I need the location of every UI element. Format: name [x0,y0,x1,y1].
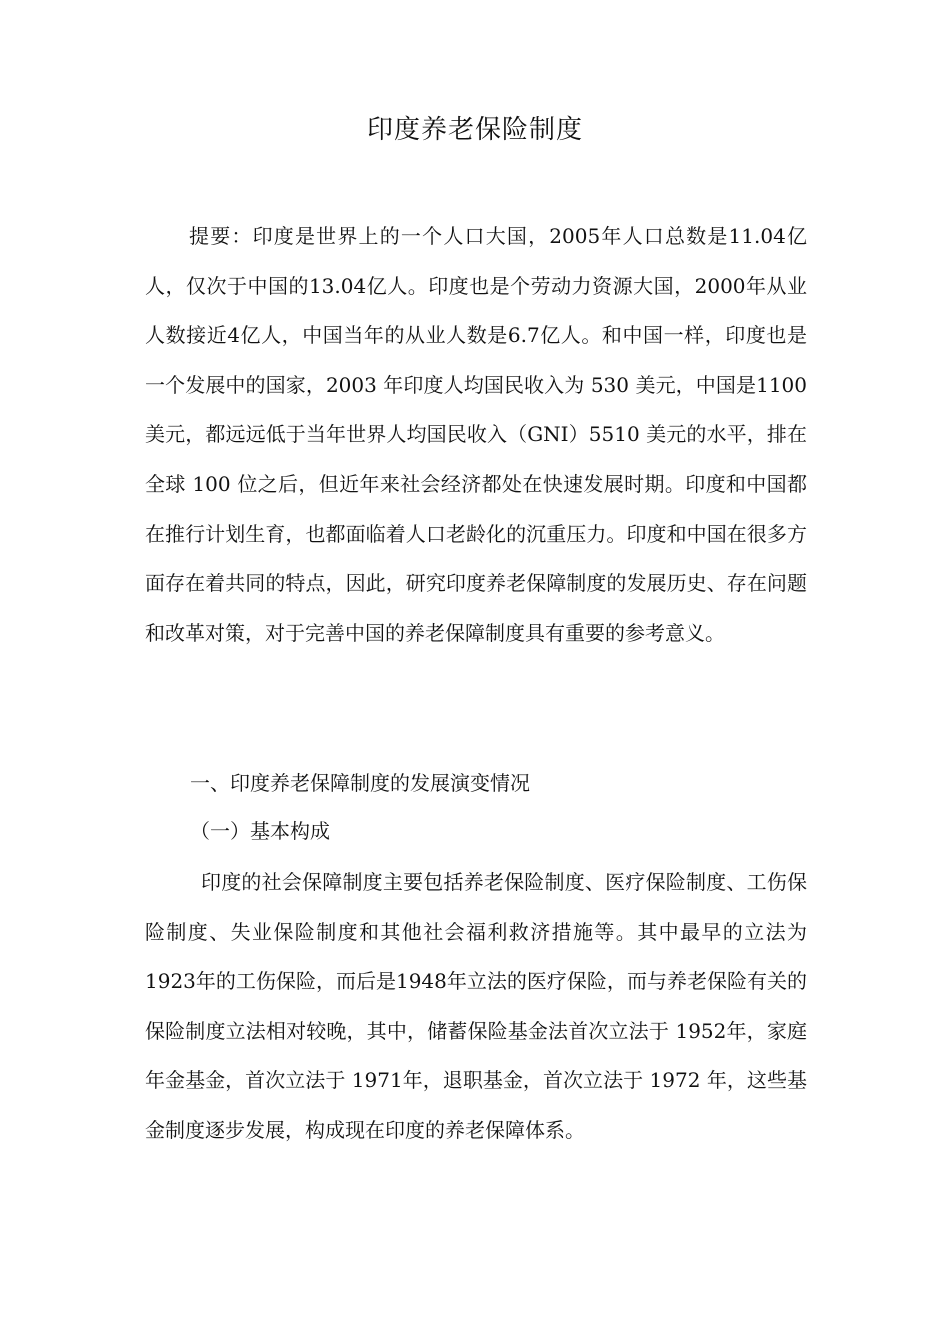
body-paragraph: 印度的社会保障制度主要包括养老保险制度、医疗保险制度、工伤保险制度、失业保险制度和其他社会福利救济措施等。其中最早的立法为1923年的工伤保险，而后是1948年立法的医疗保险，而与养老保险有关的保险制度立法相对较晚，其中，储蓄保险基金法首次立法于 1952年，家庭年金基金，首次立法于 1971年，退职基金，首次立法于 1972 年，这些基金制度逐步发展，构成现在印度的养老保障体系。 [145,870,807,1142]
document-title: 印度养老保险制度 [366,115,583,145]
abstract-paragraph: 提要：印度是世界上的一个人口大国，2005年人口总数是11.04亿人，仅次于中国的13.04亿人。印度也是个劳动力资源大国，2000年从业人数接近4亿人，中国当年的从业人数是6.7亿人。和中国一样，印度也是一个发展中的国家，2003 年印度人均国民收入为 530 美元，中国是1100美元，都远远低于当年世界人均国民收入（GNI）5510 美元的水平，排在全球 100 位之后，但近年来社会经济都处在快速发展时期。印度和中国都在推行计划生育，也都面临着人口老龄化的沉重压力。印度和中国在很多方面存在着共同的特点，因此，研究印度养老保障制度的发展历史、存在问题和改革对策，对于完善中国的养老保障制度具有重要的参考意义。 [145,224,807,645]
subsection-heading: （一）基本构成 [190,819,330,843]
section-heading: 一、印度养老保障制度的发展演变情况 [190,771,530,795]
